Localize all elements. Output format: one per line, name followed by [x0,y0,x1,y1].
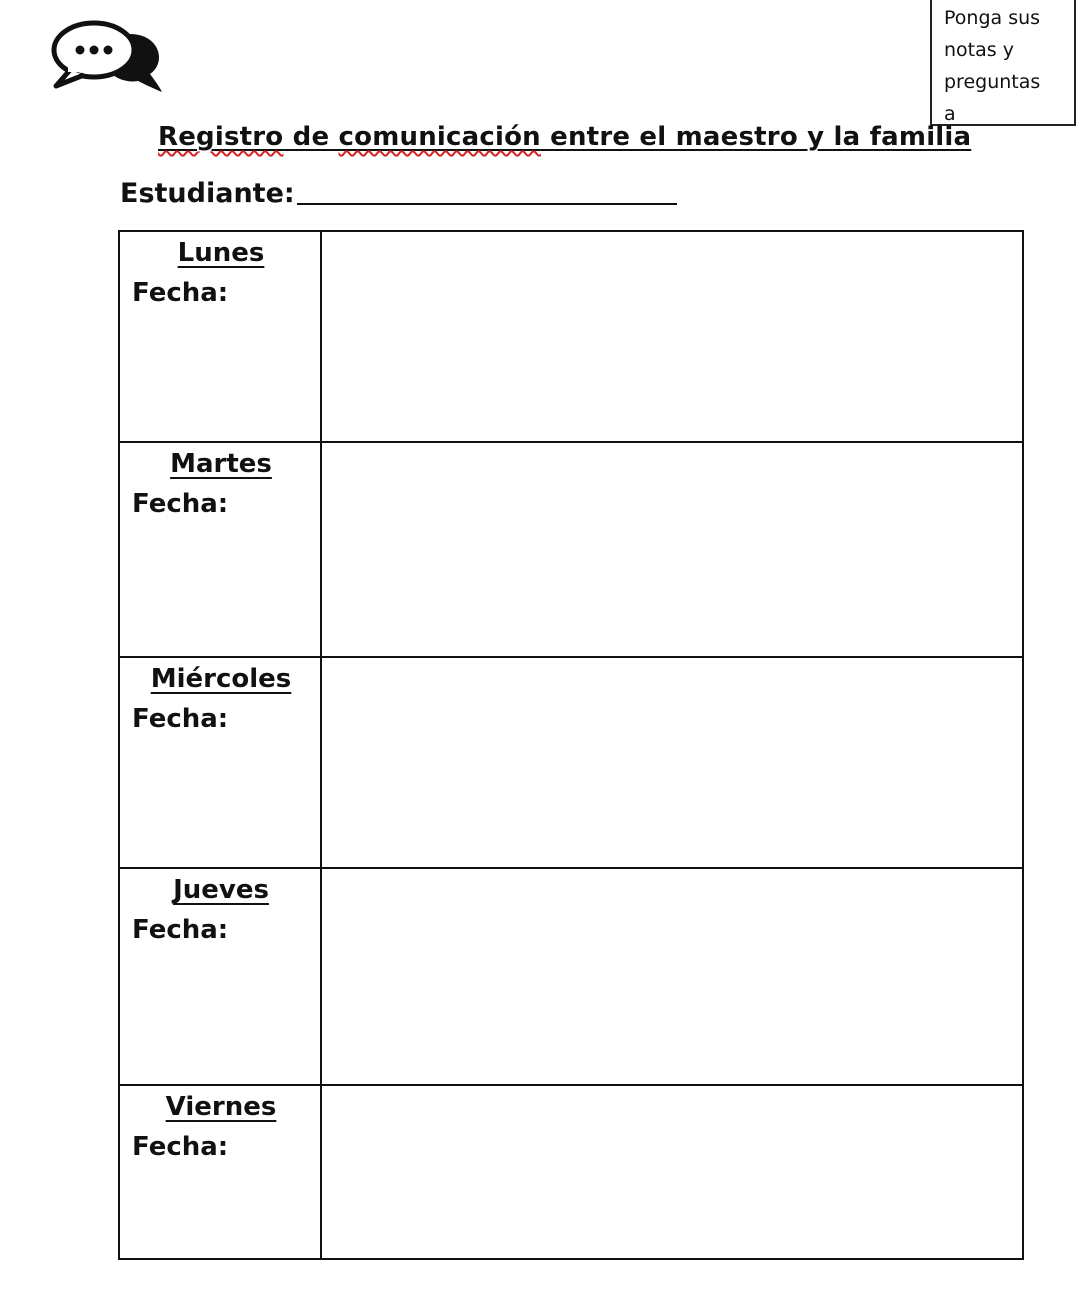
notes-instruction-box [930,0,1076,126]
day-name: Jueves [173,875,269,905]
day-cell [120,232,322,441]
title-rest: entre el maestro y la familia [540,122,972,152]
student-label: Estudiante: [120,178,295,209]
date-label: Fecha: [132,489,229,519]
notes-instruction-line: preguntas [944,71,1041,93]
student-field [120,178,677,209]
page-title [158,122,971,152]
title-word-de: de [283,122,339,152]
notes-cell[interactable] [322,443,1022,656]
notes-instruction-line: notas y [944,39,1014,61]
title-word-comunicacion: comunicación [338,122,541,152]
day-name: Martes [170,449,272,479]
day-name: Viernes [165,1092,277,1122]
day-cell [120,443,322,656]
day-row-viernes [120,1086,1022,1258]
day-name: Lunes [177,238,265,268]
day-row-jueves [120,869,1022,1086]
date-label: Fecha: [132,1132,229,1162]
notes-cell[interactable] [322,658,1022,867]
day-cell [120,869,322,1084]
notes-instruction-line: a [944,103,956,125]
day-row-miercoles [120,658,1022,869]
notes-cell[interactable] [322,232,1022,441]
date-label: Fecha: [132,915,229,945]
day-cell [120,1086,322,1258]
date-label: Fecha: [132,278,229,308]
date-label: Fecha: [132,704,229,734]
day-row-martes [120,443,1022,658]
chat-bubbles-icon [50,18,168,98]
notes-cell[interactable] [322,869,1022,1084]
weekly-log-table [118,230,1024,1260]
day-row-lunes [120,232,1022,443]
notes-instruction-line: Ponga sus [944,7,1041,29]
day-cell [120,658,322,867]
notes-cell[interactable] [322,1086,1022,1258]
day-name: Miércoles [150,664,292,694]
title-word-registro: Registro [158,122,284,152]
student-name-blank[interactable] [297,203,677,205]
